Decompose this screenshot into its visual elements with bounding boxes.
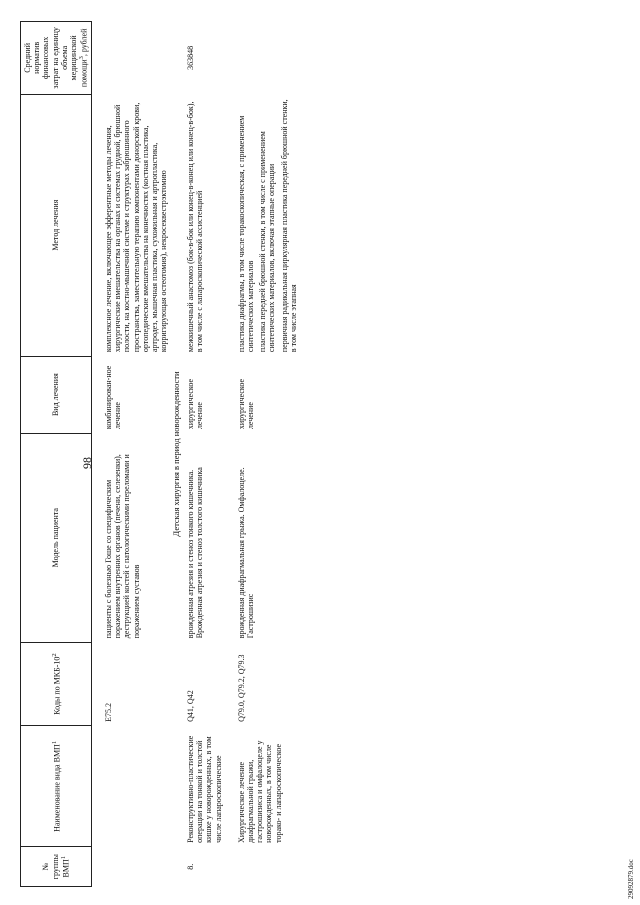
icd-code: Q79.0, Q79.2, Q79.3 [236, 654, 246, 722]
table-header-row [21, 22, 92, 887]
vmp-table [20, 21, 300, 887]
header-group-number: № группы ВМП$^1$ [21, 847, 92, 887]
header-treatment-method: Метод лечения [21, 94, 92, 356]
cost-value: 363848 [186, 45, 196, 70]
header-icd-codes: Коды по МКБ-$10^2$ [21, 642, 92, 726]
header-treatment-kind: Вид лечения [21, 356, 92, 433]
group-number: 8. [186, 863, 196, 870]
table-row-9 [235, 22, 300, 887]
section-heading: Детская хирургия в период новорожденности [171, 371, 182, 537]
vmp-name: Реконструктивно-пластические операции на тонкой и толстой кишке у новорожденных, в том числе лапароскопические [186, 735, 223, 843]
treatment-method: первичная радикальная циркулярная пластика передней брюшной стенки, в том числе этапная [279, 99, 298, 353]
treatment-kind: хирургическое лечение [236, 378, 256, 430]
page-number: 98 [80, 457, 94, 469]
patient-model: врожденная атрезия и стеноз тонкого кишечника. Врожденная атрезия и стеноз толстого кишечника [186, 467, 205, 639]
patient-model: врожденная диафрагмальная грыжа. Омфалоцеле. Гастрошизис [236, 467, 256, 639]
icd-code: E75.2 [104, 702, 113, 722]
treatment-method: пластика передней брюшной стенки, в том числе с применением синтетических материалов, включая этапные операции [258, 131, 277, 353]
treatment-method-list [235, 94, 300, 356]
treatment-method: пластика диафрагмы, в том числе торакоскопическая, с применением синтетических материалов [236, 115, 256, 353]
treatment-method: межкишечный анастомоз (бок-в-бок или конец-в-конец или конец-в-бок), в том числе с лапароскопической ассистенцией [186, 101, 205, 353]
treatment-method: комплексное лечение, включающее эфферентные методы лечения, хирургические вмешательства на органах и системах грудной, брюшной полости, на костно-мышечной системе и структурах забрюшинного пространства, заместительную терапию компонентами донорской крови, ортопедические вмешательства на конечностях (костная пластика, артродез, мышечная пластика, сухожильная и артропластика, корригирующая остеотомия), некросеквестрэктомию [104, 102, 169, 353]
table-row-gaucher [102, 22, 170, 887]
header-vmp-name: Наименование вида ВМП$^1$ [21, 726, 92, 847]
table-row-8 [184, 22, 225, 887]
vmp-name: Хирургическое лечение диафрагмальной грыжи, гастрошизиса и омфалоцеле у новорожденных, в том числе торако- и лапароскопическое [236, 740, 283, 843]
treatment-kind: комбинирован-ное лечение [104, 365, 123, 430]
footer-filename: 29092879.doc [627, 859, 635, 899]
patient-model: пациенты с болезнью Гоше со специфическим поражением внутренних органов (печени, селезенки), деструкцией костей с патологическими переломами и поражением суставов [104, 454, 141, 639]
header-patient-model: Модель пациента [21, 433, 92, 642]
icd-code: Q41, Q42 [186, 690, 196, 722]
header-cost-norm: Средний норматив финансовых затрат на единицу объема медицинской помощи$^3$, рублей [21, 22, 92, 95]
section-heading-row [170, 22, 184, 887]
treatment-kind: хирургическое лечение [186, 378, 205, 430]
